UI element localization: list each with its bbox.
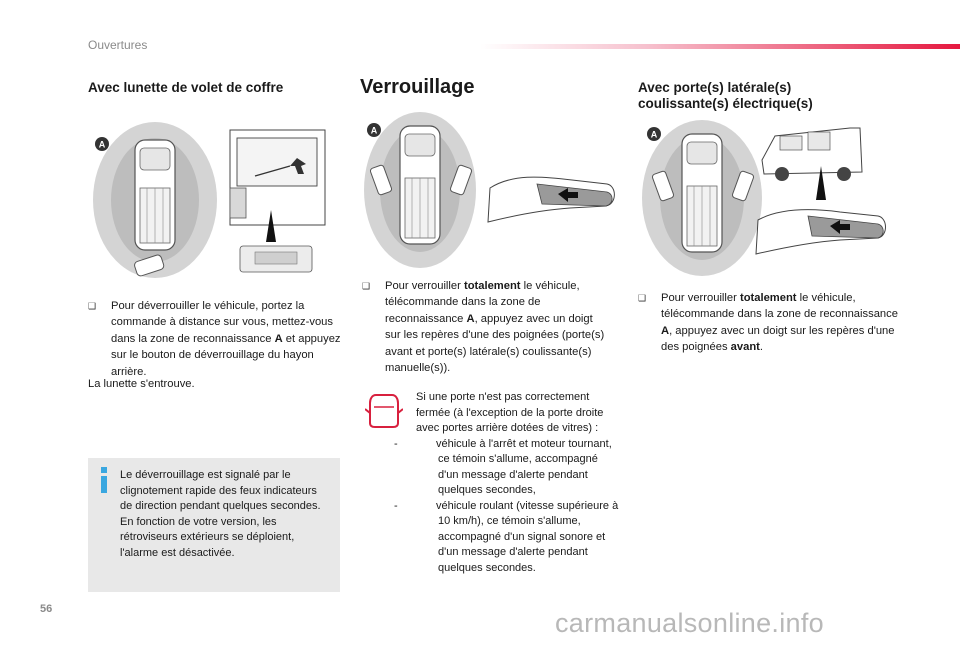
right-instruction	[638, 290, 900, 356]
zone-a-marker: A	[98, 139, 106, 150]
info-text	[120, 468, 330, 562]
warning-dash: -	[394, 499, 398, 512]
right-bullet-strong: totalement	[739, 292, 797, 304]
header-accent-bar	[480, 44, 960, 49]
center-column-title: Verrouillage	[360, 76, 475, 98]
watermark: carmanualsonline.info	[555, 608, 824, 638]
warning-intro: Si une porte n'est pas correctement fermée (à l'exception de la porte droite avec portes arrière dotées de vitres) :	[416, 391, 604, 434]
info-box	[88, 458, 340, 592]
left-bullet-text: Pour déverrouiller le véhicule, portez la commande à distance sur vous, mettez-vous dans la zone de reconnaissance	[111, 300, 333, 345]
right-title-line-2: coulissante(s) électrique(s)	[638, 96, 813, 111]
center-bullet-mid: le véhicule, télécommande dans la zone de reconnaissance	[385, 280, 580, 325]
door-open-warning-icon	[365, 393, 403, 429]
left-bullet-end: et appuyez sur le bouton de déverrouillage du hayon arrière.	[111, 332, 341, 378]
center-zone-letter: A	[466, 312, 475, 325]
center-illustration	[362, 112, 622, 270]
page-number: 56	[40, 603, 53, 615]
center-instruction	[362, 278, 607, 376]
right-bullet-mid2: , appuyez avec un doigt sur les repères d'une des poignées	[661, 324, 895, 354]
zone-a-marker: A	[650, 129, 658, 140]
section-header: Ouvertures	[88, 38, 148, 52]
left-zone-letter: A	[274, 332, 283, 345]
left-illustration	[90, 118, 335, 283]
right-bullet-mid: le véhicule, télécommande dans la zone de reconnaissance	[661, 292, 898, 321]
right-illustration	[640, 116, 890, 276]
zone-a-marker: A	[370, 125, 378, 136]
info-paragraph-1: Le déverrouillage est signalé par le clignotement rapide des feux indicateurs de direction pendant quelques secondes.	[120, 469, 321, 513]
door-warning-text	[394, 390, 621, 576]
warning-item-1: véhicule à l'arrêt et moteur tournant, ce témoin s'allume, accompagné d'un message d'alerte pendant quelques secondes,	[436, 437, 612, 496]
warning-item-2: véhicule roulant (vitesse supérieure à 10 km/h), ce témoin s'allume, accompagné d'un signal sonore et d'un message d'alerte pendant quelques secondes.	[436, 499, 619, 574]
right-bullet-end: .	[759, 341, 764, 354]
right-column-title	[638, 80, 918, 112]
center-bullet-strong: totalement	[463, 280, 521, 292]
right-zone-letter: A	[661, 324, 670, 337]
bullet-glyph: ❑	[638, 293, 647, 303]
left-column-title: Avec lunette de volet de coffre	[88, 80, 284, 95]
bullet-glyph: ❑	[88, 301, 97, 311]
center-bullet-pre: Pour verrouiller	[385, 280, 461, 292]
right-bullet-strong2: avant	[730, 341, 760, 354]
bullet-glyph: ❑	[362, 281, 371, 291]
info-paragraph-2: En fonction de votre version, les rétroviseurs extérieurs se déploient, l'alarme est désactivée.	[120, 515, 295, 559]
left-after-text: La lunette s'entrouve.	[88, 378, 195, 390]
center-bullet-end: , appuyez avec un doigt sur les repères d'une des poignées (porte(s) avant et porte(s) latérale(s) coulissante(s) manuelle(s)).	[385, 312, 605, 375]
info-icon	[96, 466, 112, 494]
right-title-line-1: Avec porte(s) latérale(s)	[638, 80, 792, 95]
right-bullet-pre: Pour verrouiller	[661, 292, 737, 304]
left-instruction	[88, 298, 350, 380]
warning-dash: -	[394, 437, 398, 450]
